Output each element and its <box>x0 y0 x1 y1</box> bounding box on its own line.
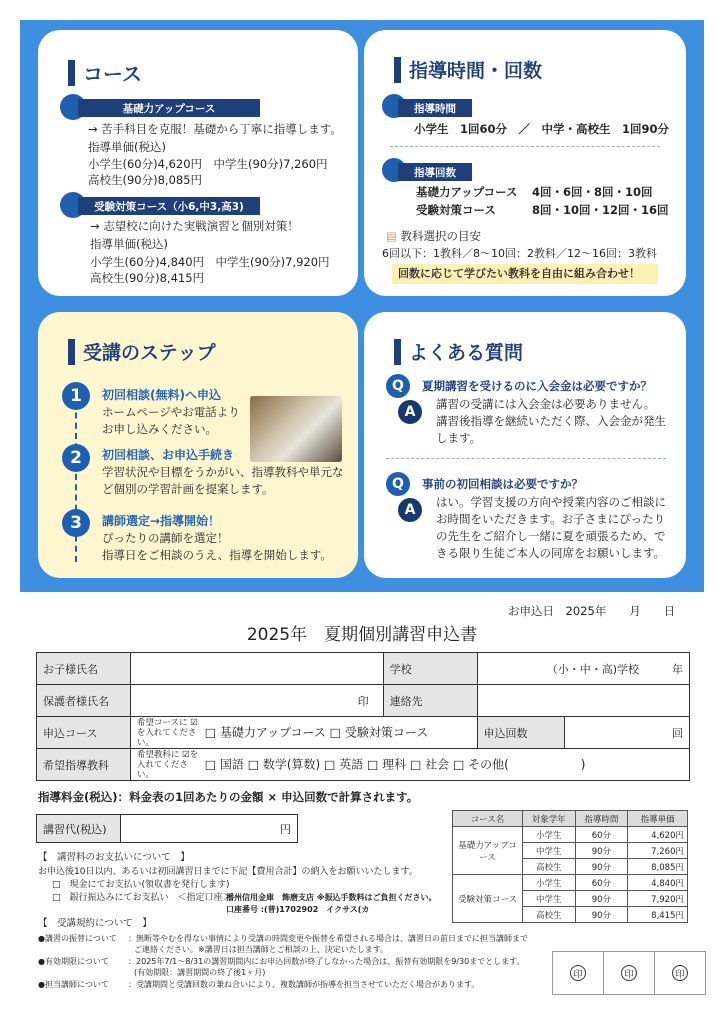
consultation-photo <box>250 396 342 462</box>
faq-question: 事前の初回相談は必要ですか？ <box>422 477 583 491</box>
basic-price-row: 小学生(60分)4,620円 中学生(90分)7,260円 <box>88 157 328 171</box>
faq-answer: 講習の受講には入会金は必要ありません。 <box>436 397 656 411</box>
terms-text: (有効期限：講習期間の終了後1ヶ月) <box>134 968 266 977</box>
course-card <box>38 30 358 296</box>
price-header: コース名 <box>453 811 523 827</box>
exam-course-desc: → 志望校に向けた実戦演習と個別対策！ <box>90 219 299 233</box>
seal-icon: 印 <box>621 965 637 981</box>
guide-text: 6回以下：1教科／8〜10回：2教科／12〜16回：3教科 <box>382 247 657 260</box>
times-field[interactable]: 回 <box>564 717 689 749</box>
price-cell: 90分 <box>575 859 628 875</box>
time-line: 小学生 1回60分 ／ 中学・高校生 1回90分 <box>414 122 670 136</box>
price-cell: 90分 <box>575 907 628 923</box>
fee-note: 指導料金(税込)：料金表の1回あたりの金額 × 申込回数で計算されます。 <box>38 790 419 804</box>
course-checkboxes[interactable]: □ 基礎力アップコース □ 受験対策コース <box>204 725 429 739</box>
stamp-box[interactable] <box>603 951 655 995</box>
price-table <box>452 810 688 923</box>
price-cell: 7,260円 <box>628 843 688 859</box>
price-cell: 4,620円 <box>628 827 688 843</box>
price-course: 受験対策コース <box>453 875 523 923</box>
application-date[interactable]: お申込日 2025年 月 日 <box>508 604 676 618</box>
application-form-table <box>36 652 690 781</box>
basic-course-desc: → 苦手科目を克服！基礎から丁寧に指導します。 <box>88 122 342 136</box>
payment-bank-checkbox[interactable]: □ 銀行振込みにてお支払い ＜指定口座＞ <box>52 893 232 903</box>
subject-checkboxes[interactable]: □ 国語 □ 数学(算数) □ 英語 □ 理科 □ 社会 □ その他( ) <box>204 757 586 771</box>
price-cell: 90分 <box>575 843 628 859</box>
payment-cash-checkbox[interactable]: □ 現金にてお支払い(領収書を発行します) <box>52 880 230 890</box>
price-header: 対象学年 <box>523 811 576 827</box>
price-cell: 高校生 <box>523 859 576 875</box>
fee-field[interactable]: 円 <box>121 815 298 843</box>
stamp-box[interactable] <box>552 951 604 995</box>
step-heading: 講師選定→指導開始！ <box>102 514 221 528</box>
faq-answer: の先生をご紹介し一緒に夏を頑張るため、で <box>436 529 666 543</box>
price-cell: 小学生 <box>523 875 576 891</box>
exam-price-heading: 指導単価(税込) <box>90 237 168 251</box>
bank-account: 口座番号 :(普)1702902 イクサス(カ <box>226 905 370 914</box>
step-text: 指導日をご相談のうえ、指導を開始します。 <box>102 548 332 562</box>
price-header: 指導時間 <box>575 811 628 827</box>
guardian-name-field[interactable]: 印 <box>130 685 383 717</box>
terms-key: ●担当講師について <box>38 980 109 989</box>
price-cell: 4,840円 <box>628 875 688 891</box>
count-value: 4回・6回・8回・10回 <box>532 185 653 199</box>
school-field[interactable]: （小・中・高)学校 年 <box>477 653 689 685</box>
faq-answer: お時間をいただきます。お子さまにぴったり <box>436 512 666 526</box>
guide-note: 回数に応じて学びたい教科を自由に組み合わせ！ <box>392 264 658 284</box>
count-pill: 指導回数 <box>398 163 472 181</box>
fee-table <box>36 814 298 843</box>
payment-heading: 【 講習料のお支払いについて 】 <box>38 852 190 863</box>
price-cell: 中学生 <box>523 891 576 907</box>
step-heading: 初回相談、お申込手続き <box>102 448 235 462</box>
price-course: 基礎力アップコース <box>453 827 523 875</box>
step-number: 3 <box>62 509 90 537</box>
price-cell: 小学生 <box>523 827 576 843</box>
subject-label: 希望指導教科 <box>37 749 131 781</box>
times-label: 申込回数 <box>477 717 564 749</box>
divider <box>386 458 666 459</box>
steps-heading: 受講のステップ <box>68 338 216 365</box>
step-text: ど個別の学習計画を提案します。 <box>102 482 274 496</box>
subject-hint: 希望教科に ☑を入れてください。 <box>136 749 199 780</box>
stamp-box[interactable] <box>654 951 706 995</box>
price-cell: 中学生 <box>523 843 576 859</box>
faq-answer: 講習後指導を継続いただく際、入会金が発生 <box>436 414 666 428</box>
time-heading: 指導時間・回数 <box>394 56 542 83</box>
basic-course-pill: 基礎力アップコース <box>78 99 260 117</box>
book-icon: ▤ <box>386 229 397 243</box>
price-cell: 60分 <box>575 827 628 843</box>
exam-price-row: 高校生(90分)8,415円 <box>90 271 205 285</box>
fee-label: 講習代(税込) <box>37 815 121 843</box>
time-card <box>364 30 686 296</box>
guide-heading: ▤ 教科選択の目安 <box>386 229 482 243</box>
answer-icon: A <box>398 400 422 424</box>
steps-card <box>38 312 358 578</box>
subject-options[interactable] <box>130 749 689 781</box>
price-cell: 8,085円 <box>628 859 688 875</box>
step-heading: 初回相談(無料)へ申込 <box>102 388 221 402</box>
school-label: 学校 <box>383 653 477 685</box>
faq-answer: はい。学習支援の方向や授業内容のご相談に <box>436 495 666 509</box>
answer-icon: A <box>398 498 422 522</box>
course-heading: コース <box>68 58 142 87</box>
price-cell: 7,920円 <box>628 891 688 907</box>
payment-text: お申込後10日以内、あるいは初回講習日までに下記【費用合計】の納入をお願いいたします。 <box>38 867 418 877</box>
guardian-name-label: 保護者様氏名 <box>37 685 131 717</box>
contact-field[interactable] <box>477 685 689 717</box>
bank-name: 播州信用金庫 飾磨支店 ※振込手数料はご負担ください。 <box>226 893 437 902</box>
faq-question: 夏期講習を受けるのに入会金は必要ですか？ <box>422 379 652 393</box>
form-title: 2025年 夏期個別講習申込書 <box>246 625 478 645</box>
step-text: ホームページやお電話より <box>102 405 240 419</box>
step-number: 1 <box>62 382 90 410</box>
count-value: 8回・10回・12回・16回 <box>532 203 669 217</box>
faq-heading: よくある質問 <box>394 338 523 365</box>
step-text: ぴったりの講師を選定！ <box>102 531 229 545</box>
seal-icon: 印 <box>672 965 688 981</box>
course-label: 申込コース <box>37 717 131 749</box>
count-label: 受験対策コース <box>416 203 496 217</box>
terms-key: ●有効期限について <box>38 957 109 966</box>
exam-price-row: 小学生(60分)4,840円 中学生(90分)7,920円 <box>90 255 330 269</box>
price-cell: 60分 <box>575 875 628 891</box>
price-cell: 高校生 <box>523 907 576 923</box>
basic-price-heading: 指導単価(税込) <box>88 140 166 154</box>
question-icon: Q <box>386 472 410 496</box>
count-label: 基礎力アップコース <box>416 185 518 199</box>
price-header: 指導単価 <box>628 811 688 827</box>
terms-text: ：無断等やむを得ない事情により受講の時間変更や振替を希望される場合は、講習日の前日までに担当講師まで <box>128 934 528 943</box>
time-pill: 指導時間 <box>398 99 472 117</box>
price-cell: 8,415円 <box>628 907 688 923</box>
terms-text: ：2025年7/1〜8/31の講習期間内にお申込回数が終了しなかった場合は、振替有効期限を9/30までとします。 <box>128 957 525 966</box>
step-text: お申し込みください。 <box>102 422 217 436</box>
basic-price-row: 高校生(90分)8,085円 <box>88 173 203 187</box>
contact-label: 連絡先 <box>383 685 477 717</box>
course-hint: 希望コースに ☑を入れてください。 <box>136 717 198 748</box>
question-icon: Q <box>386 374 410 398</box>
faq-card <box>364 312 686 578</box>
course-options[interactable] <box>130 717 477 749</box>
exam-course-pill: 受験対策コース（小6,中3,高3) <box>78 197 260 215</box>
terms-heading: 【 受講規約について 】 <box>38 918 152 929</box>
step-number: 2 <box>62 444 90 472</box>
price-cell: 90分 <box>575 891 628 907</box>
seal-icon: 印 <box>570 965 586 981</box>
divider <box>390 146 660 147</box>
faq-answer: します。 <box>436 431 482 445</box>
terms-text: ご連絡ください。※講習日は担当講師とご相談の上、決定いたします。 <box>134 945 389 954</box>
child-name-field[interactable] <box>130 653 383 685</box>
terms-key: ●講習の振替について <box>38 934 117 943</box>
step-text: 学習状況や目標をうかがい、指導教科や単元な <box>102 465 344 479</box>
terms-text: ：受講期間と受講回数の兼ね合いにより、複数講師が指導を担当させていただく場合があります。 <box>128 980 480 989</box>
faq-answer: きる限り生徒ご本人の同席をお願いします。 <box>436 546 666 560</box>
child-name-label: お子様氏名 <box>37 653 131 685</box>
